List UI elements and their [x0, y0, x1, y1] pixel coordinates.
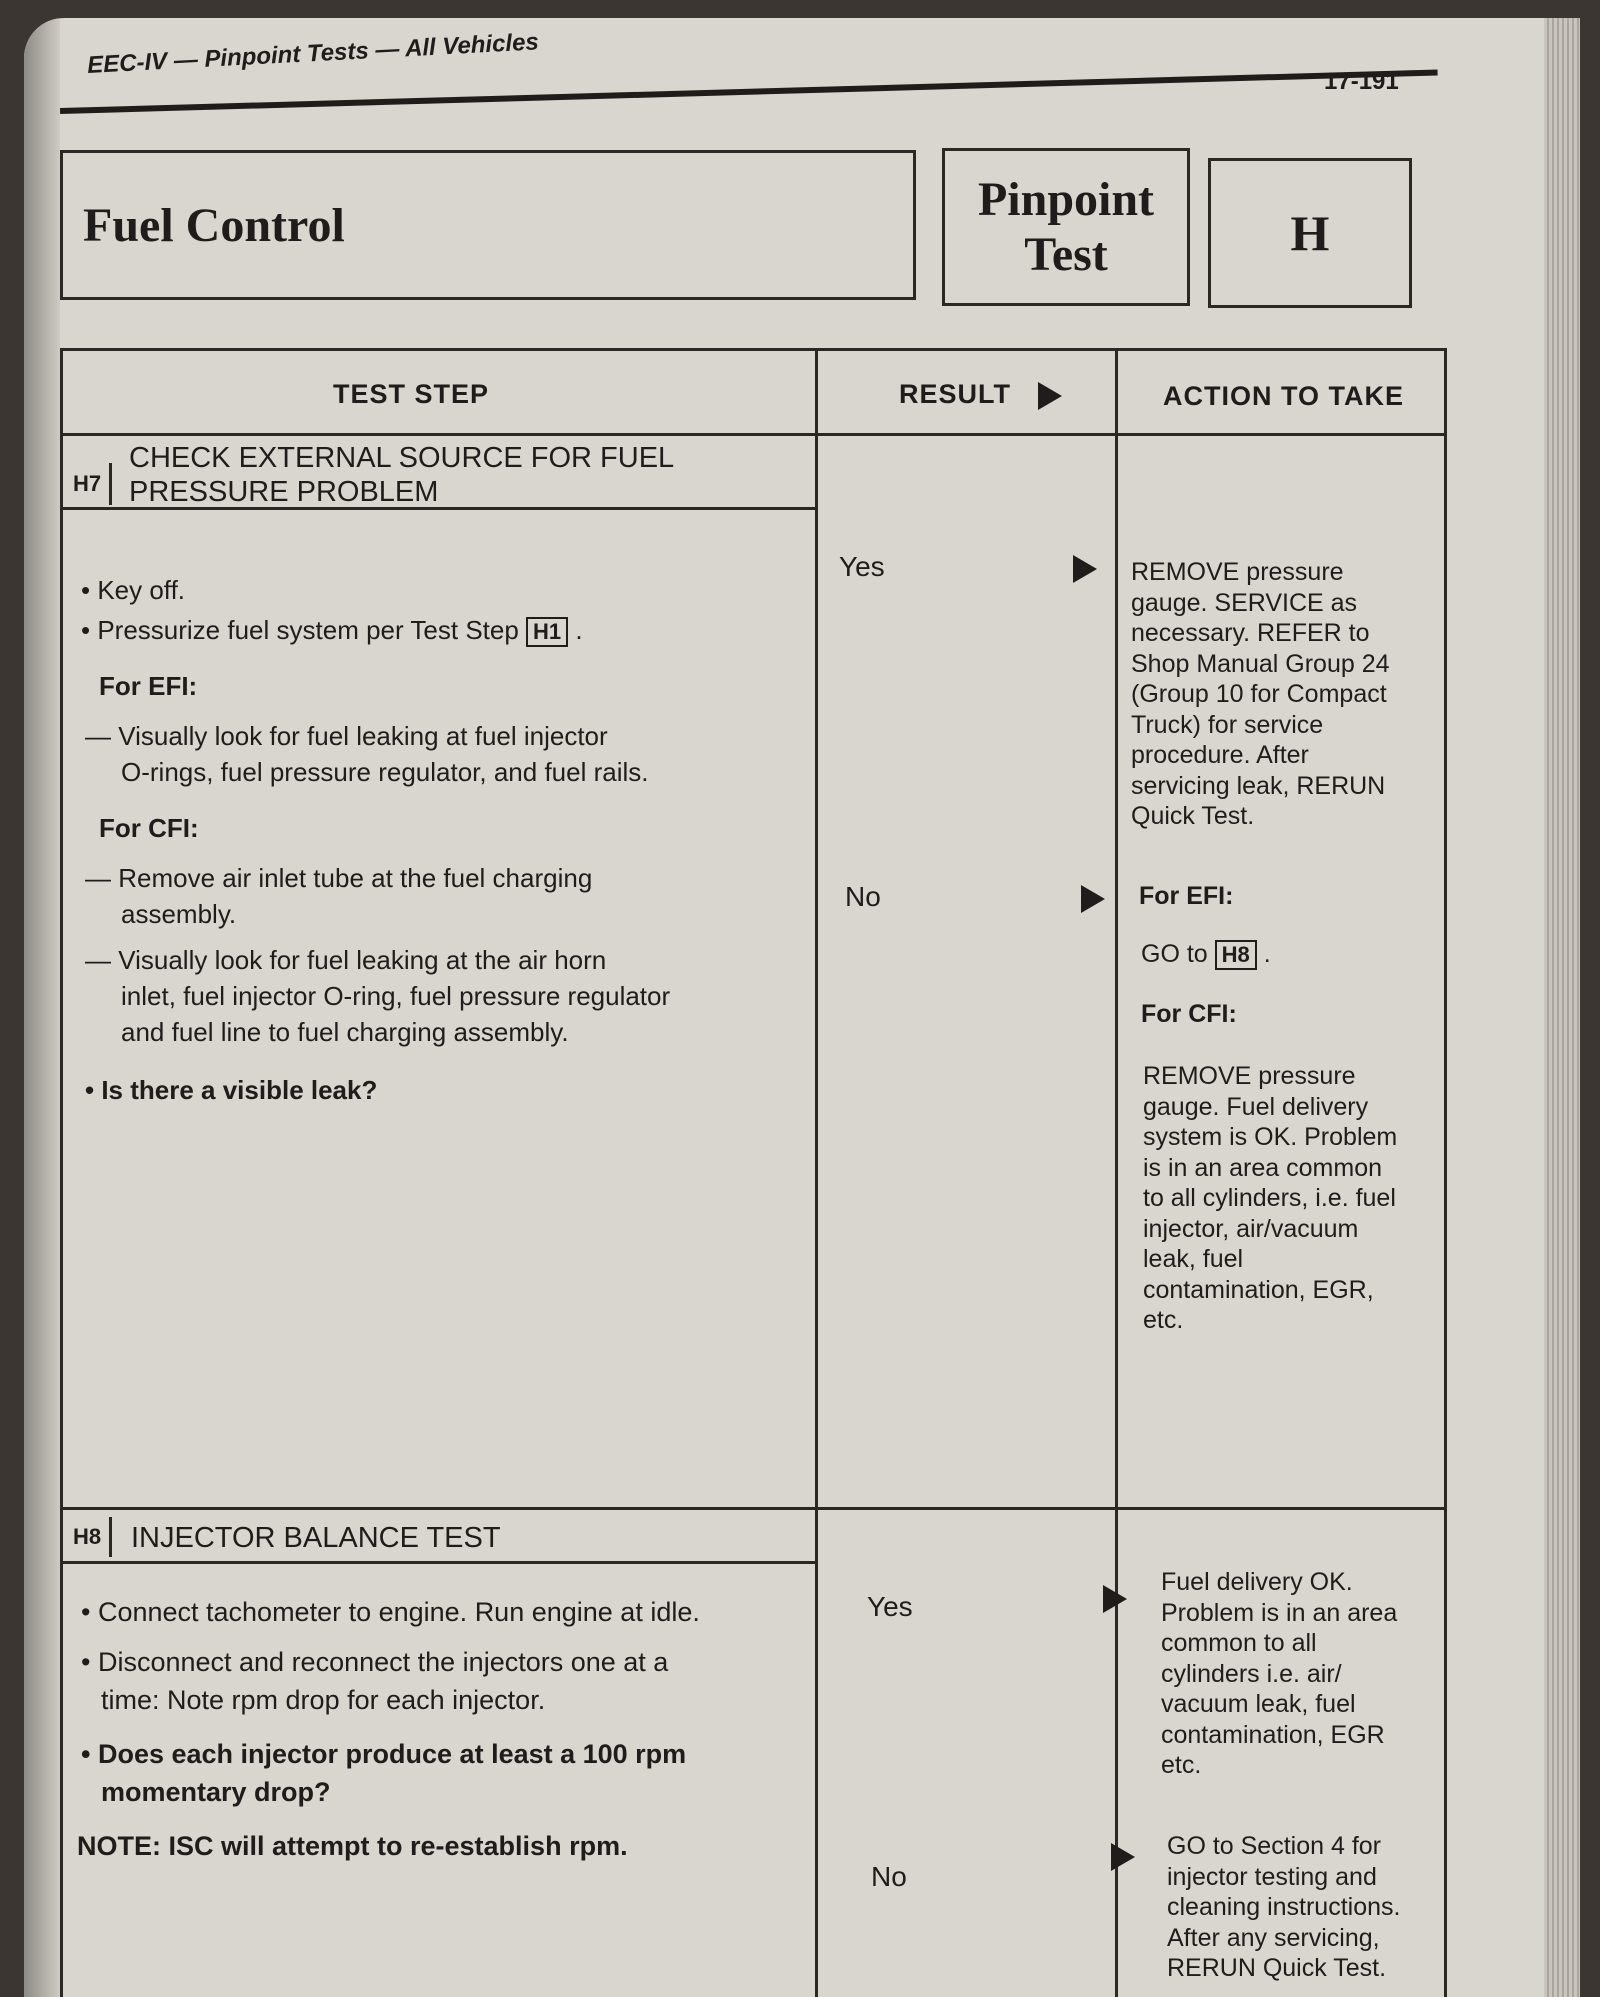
column-header-action: ACTION TO TAKE [1163, 381, 1404, 411]
action-line: necessary. REFER to [1131, 619, 1370, 647]
step-title-h7-line2: PRESSURE PROBLEM [129, 476, 439, 508]
action-line: injector, air/vacuum [1143, 1214, 1359, 1243]
h7-no-cfi-label: For CFI: [1141, 1000, 1237, 1028]
action-line: (Group 10 for Compact [1131, 680, 1387, 708]
page-number: 17-191 [1324, 68, 1399, 95]
h7-no-cfi-action [1143, 1061, 1397, 1336]
action-line: common to all [1161, 1629, 1317, 1657]
h8-question: • Does each injector produce at least a 100 rpm [81, 1739, 687, 1769]
test-table [60, 348, 1447, 1997]
action-line: GO to Section 4 for [1167, 1832, 1381, 1860]
h7-instruction: — Visually look for fuel leaking at fuel injector [85, 721, 608, 751]
h7-instruction: inlet, fuel injector O-ring, fuel pressure regulator [121, 981, 671, 1011]
h7-question: • Is there a visible leak? [85, 1075, 378, 1105]
h7-instruction-text: • Pressurize fuel system per Test Step [81, 615, 519, 645]
h7-instruction: O-rings, fuel pressure regulator, and fuel rails. [121, 757, 649, 787]
h8-no-action [1167, 1831, 1400, 1984]
action-line: cleaning instructions. [1167, 1893, 1401, 1921]
action-line: procedure. After [1131, 741, 1309, 769]
page-edges [1544, 18, 1580, 1997]
goto-period: . [1263, 940, 1271, 968]
h7-result-no: No [845, 881, 881, 912]
pinpoint-label-line2: Test [1024, 228, 1108, 281]
action-line: cylinders i.e. air/ [1161, 1659, 1342, 1688]
step-title-h7-line1: CHECK EXTERNAL SOURCE FOR FUEL [129, 442, 675, 474]
action-line: contamination, EGR [1161, 1720, 1385, 1749]
h7-instruction-period: . [575, 615, 583, 645]
pinpoint-label-line1: Pinpoint [977, 172, 1155, 226]
action-line: Quick Test. [1131, 802, 1255, 830]
action-line: RERUN Quick Test. [1167, 1954, 1387, 1982]
action-line: to all cylinders, i.e. fuel [1143, 1184, 1396, 1212]
column-header-result-wrap [899, 379, 1062, 410]
h8-title-divider [63, 1561, 815, 1564]
action-line: REMOVE pressure [1143, 1062, 1356, 1090]
action-line: gauge. Fuel delivery [1143, 1092, 1369, 1121]
step-title-h8: INJECTOR BALANCE TEST [131, 1522, 501, 1554]
h7-yes-action [1131, 557, 1390, 832]
action-line: leak, fuel [1143, 1245, 1244, 1273]
action-line: etc. [1143, 1306, 1184, 1334]
h8-instruction: • Disconnect and reconnect the injectors one at a [81, 1647, 669, 1677]
pinpoint-test-box [942, 148, 1190, 306]
goto-text: GO to [1141, 940, 1208, 968]
h7-instruction [81, 615, 583, 647]
h8-result-yes: Yes [867, 1591, 913, 1622]
header-row-divider [63, 433, 1447, 436]
action-line: Fuel delivery OK. [1161, 1568, 1353, 1596]
column-header-test-step: TEST STEP [333, 379, 490, 409]
arrow-right-icon [1103, 1585, 1127, 1613]
arrow-right-icon [1111, 1843, 1135, 1871]
h7-instruction: — Remove air inlet tube at the fuel charging [85, 863, 593, 893]
arrow-right-icon [1073, 555, 1097, 583]
action-line: vacuum leak, fuel [1161, 1690, 1356, 1718]
h7-instruction: • Key off. [81, 575, 186, 605]
h7-instruction: — Visually look for fuel leaking at the air horn [85, 945, 607, 975]
manual-page [24, 18, 1580, 1997]
h7-no-goto [1141, 939, 1271, 970]
action-line: gauge. SERVICE as [1131, 588, 1358, 617]
h8-yes-action [1161, 1567, 1397, 1781]
h8-question: momentary drop? [101, 1777, 331, 1807]
h8-instruction: • Connect tachometer to engine. Run engine at idle. [81, 1597, 700, 1627]
table-right-border [1444, 351, 1447, 1997]
step-id-h8: H8 [73, 1517, 112, 1557]
column-header-result: RESULT [899, 379, 1011, 409]
action-line: etc. [1161, 1751, 1202, 1779]
arrow-right-icon [1038, 382, 1062, 410]
h7-result-yes: Yes [839, 551, 885, 582]
action-line: contamination, EGR, [1143, 1275, 1374, 1304]
h7-instruction: and fuel line to fuel charging assembly. [121, 1017, 569, 1047]
test-letter: H [1290, 205, 1330, 261]
h7-h8-divider [63, 1507, 1447, 1510]
step-title-h7 [129, 441, 674, 509]
h7-subhead-efi: For EFI: [99, 671, 198, 701]
column-divider-action [1115, 351, 1118, 1997]
section-title: Fuel Control [83, 198, 345, 252]
h7-no-efi-label: For EFI: [1139, 882, 1234, 910]
action-line: is in an area common [1143, 1153, 1383, 1182]
action-line: Shop Manual Group 24 [1131, 649, 1390, 678]
action-line: injector testing and [1167, 1862, 1377, 1891]
column-divider-result [815, 351, 818, 1997]
h8-instruction: time: Note rpm drop for each injector. [101, 1685, 546, 1715]
action-line: system is OK. Problem [1143, 1123, 1398, 1151]
test-letter-box [1208, 158, 1412, 308]
action-line: Problem is in an area [1161, 1598, 1398, 1627]
book-spine [24, 18, 60, 1997]
running-head: EEC-IV — Pinpoint Tests — All Vehicles [86, 28, 540, 80]
action-line: Truck) for service [1131, 710, 1324, 739]
h8-result-no: No [871, 1861, 907, 1892]
step-id-h7: H7 [73, 463, 112, 505]
section-title-box [60, 150, 916, 300]
h8-note: NOTE: ISC will attempt to re-establish rpm. [77, 1831, 628, 1861]
action-line: After any servicing, [1167, 1923, 1380, 1952]
header-rule [60, 70, 1438, 114]
arrow-right-icon [1081, 885, 1105, 913]
step-ref-h1: H1 [526, 617, 568, 647]
step-ref-h8: H8 [1215, 940, 1257, 970]
action-line: REMOVE pressure [1131, 558, 1344, 586]
h7-subhead-cfi: For CFI: [99, 813, 199, 843]
action-line: servicing leak, RERUN [1131, 771, 1386, 800]
h7-instruction: assembly. [121, 899, 237, 929]
